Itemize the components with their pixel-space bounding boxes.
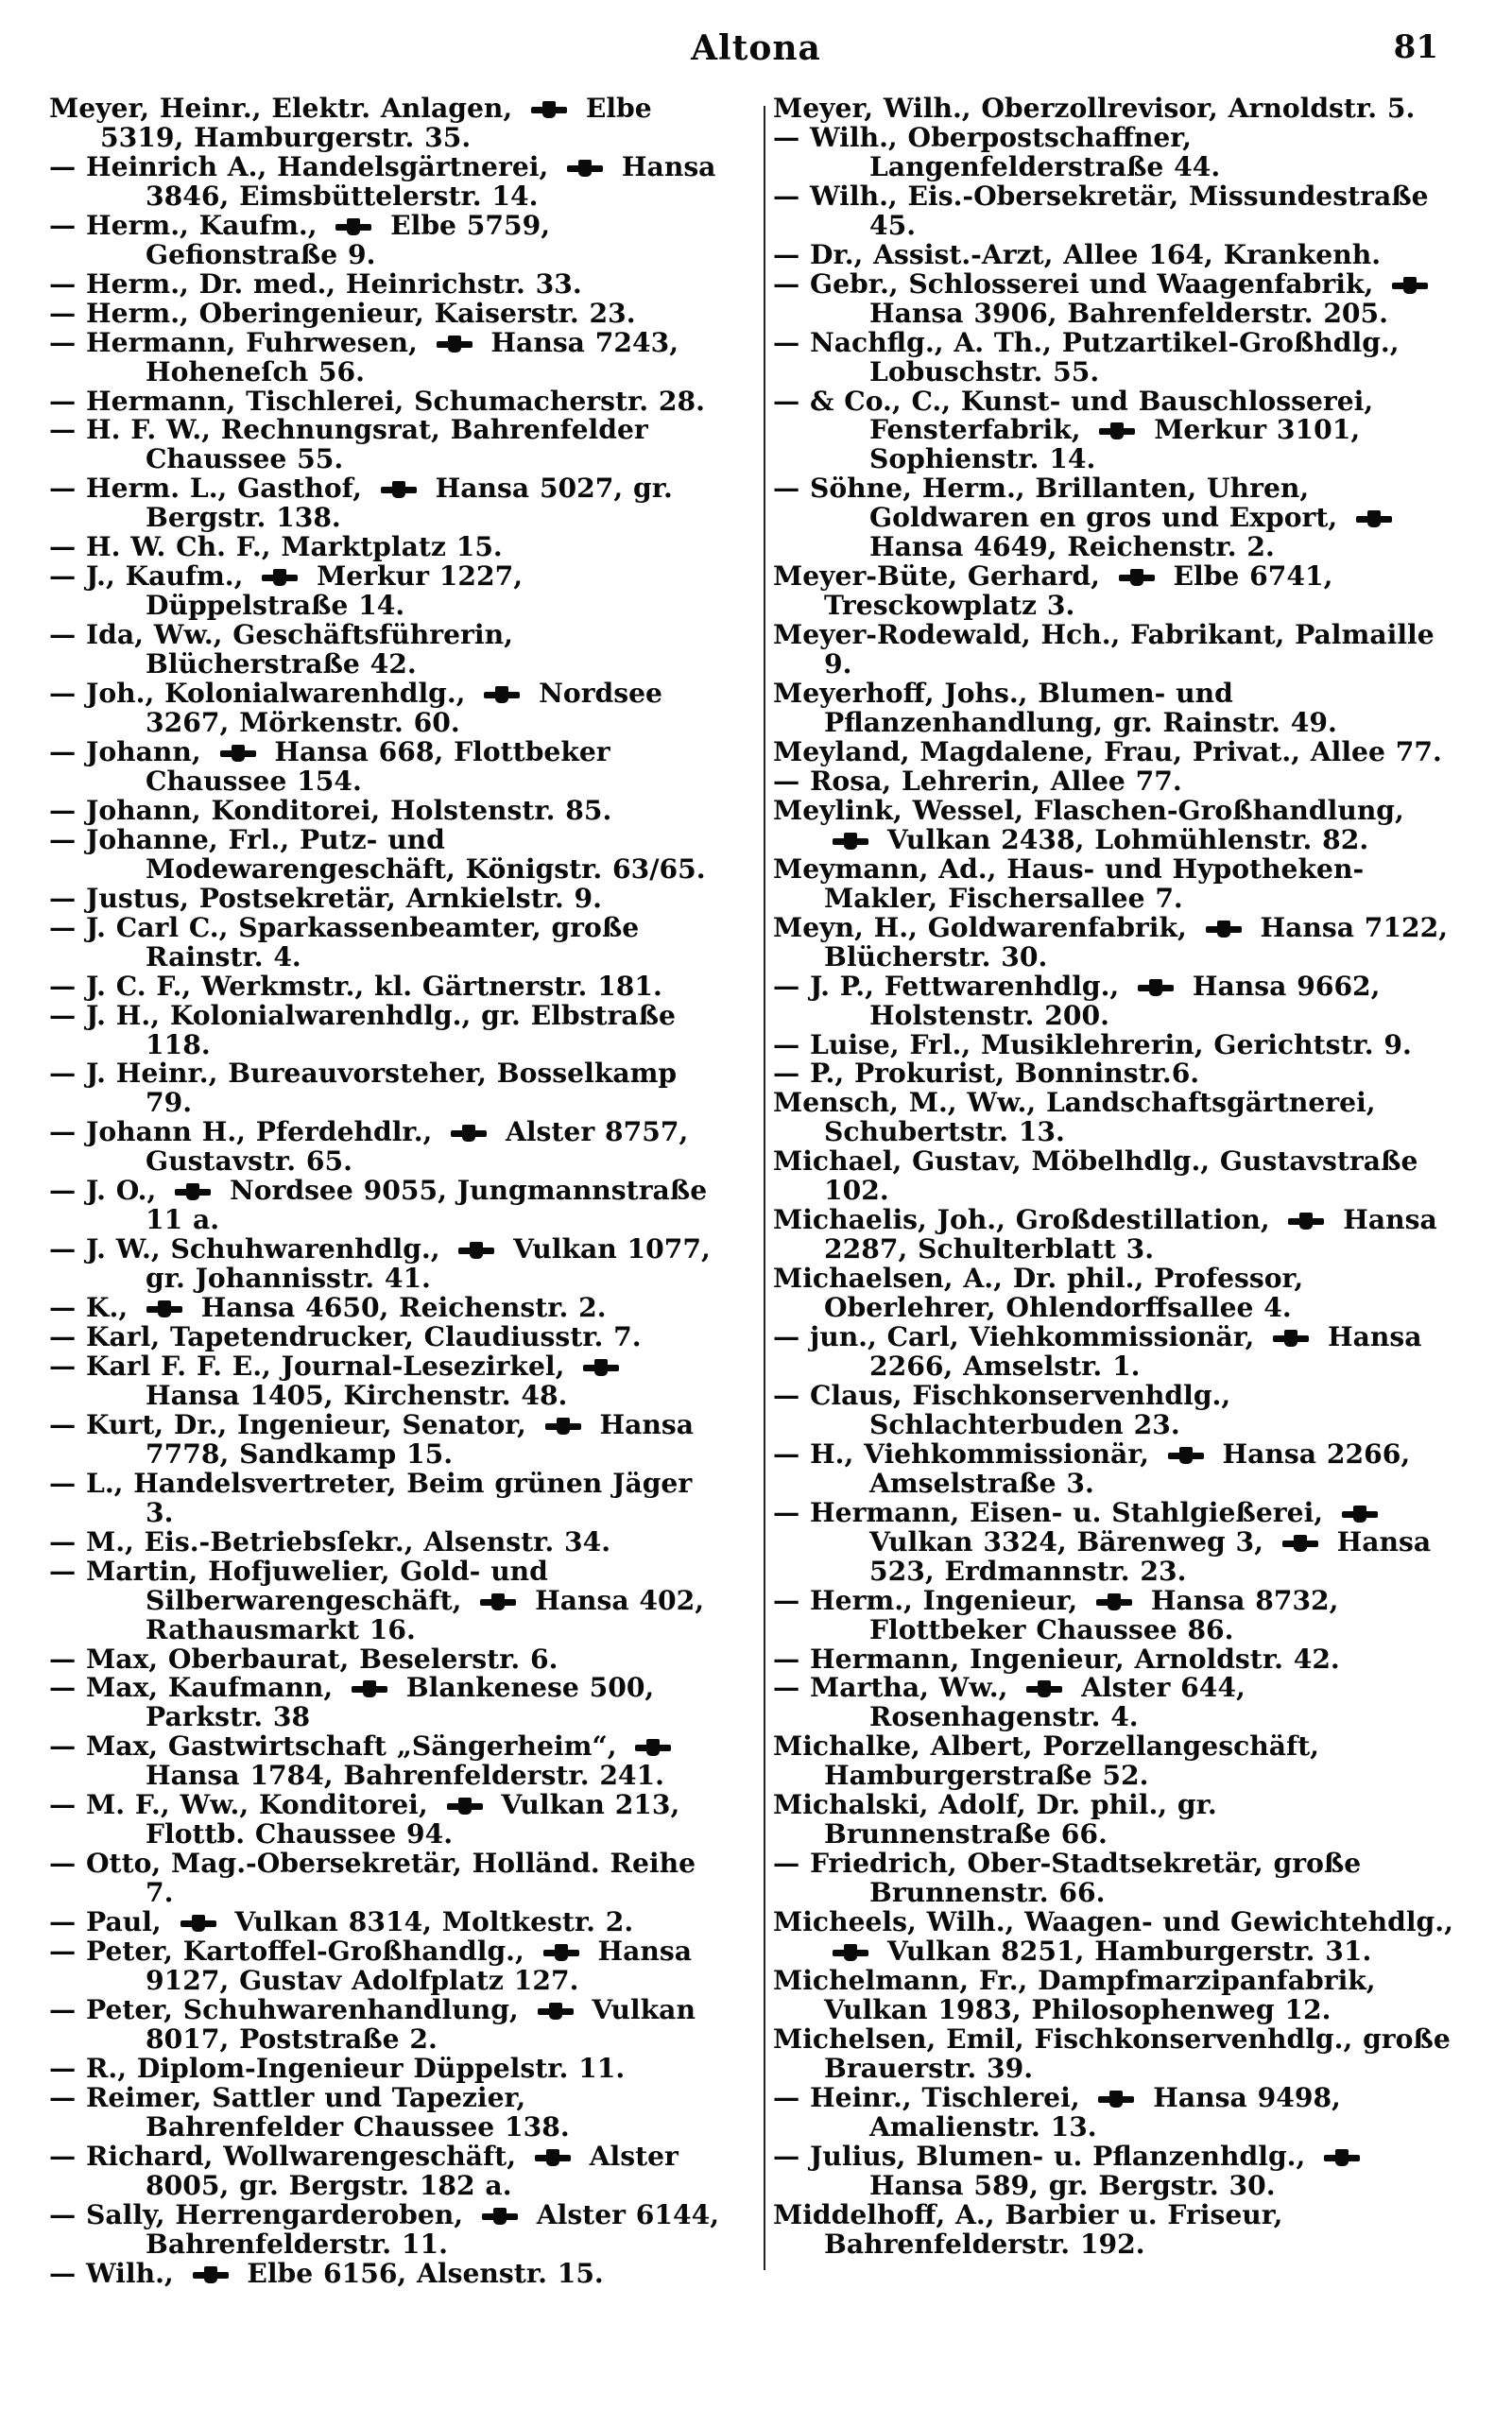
directory-entry bbox=[49, 1850, 730, 1908]
telephone-icon bbox=[829, 833, 872, 850]
telephone-icon bbox=[829, 1944, 872, 1961]
entry-text: — Wilh., Eis.-Obersekretär, Missundestraße 45. bbox=[773, 180, 1429, 241]
entry-phone-text: Vulkan 2438, Lohmühlenstr. 82. bbox=[877, 823, 1369, 855]
directory-entry bbox=[49, 95, 730, 153]
directory-entry bbox=[49, 1908, 730, 1937]
entry-phone-text: Merkur 1227, Düppelstraße 14. bbox=[146, 560, 524, 622]
directory-entry bbox=[49, 150, 730, 212]
entry-phone-text: Hansa 1405, Kirchenstr. 48. bbox=[146, 1379, 568, 1411]
telephone-icon bbox=[1134, 979, 1177, 996]
directory-entry bbox=[49, 823, 730, 885]
entry-phone-text: Blankenese 500, Parkstr. 38 bbox=[146, 1672, 655, 1733]
directory-entry bbox=[773, 1265, 1453, 1323]
telephone-icon bbox=[377, 481, 421, 498]
directory-entry bbox=[49, 1294, 730, 1323]
right-column bbox=[773, 95, 1453, 2401]
directory-entry bbox=[773, 1674, 1453, 1732]
directory-entry bbox=[49, 474, 730, 533]
entry-text: — Sally, Herrengarderoben, bbox=[49, 2198, 473, 2230]
entry-phone-text: Hansa 5027, gr. Bergstr. 138. bbox=[146, 473, 673, 534]
entry-phone-text: Vulkan 8314, Moltkestr. 2. bbox=[224, 1906, 634, 1938]
directory-entry bbox=[49, 2052, 730, 2084]
directory-entry bbox=[49, 2257, 730, 2289]
directory-entry bbox=[773, 1089, 1453, 1147]
entry-text: — Reimer, Sattler und Tapezier, Bahrenfelder Chaussee 138. bbox=[49, 2081, 570, 2143]
page-number: 81 bbox=[1393, 28, 1438, 66]
entry-phone-text: Hansa 3906, Bahrenfelderstr. 205. bbox=[869, 297, 1388, 329]
entry-phone-text: Hansa 2266, Amselstr. 1. bbox=[869, 1321, 1422, 1382]
directory-entry bbox=[773, 970, 1453, 1031]
entry-text: — Wilh., bbox=[49, 2257, 184, 2289]
entry-text: — Julius, Blumen- u. Pflanzenhdlg., bbox=[773, 2140, 1316, 2172]
directory-entry bbox=[773, 387, 1453, 475]
directory-entry bbox=[49, 1177, 730, 1235]
directory-entry bbox=[773, 1967, 1453, 2025]
telephone-icon bbox=[478, 2208, 522, 2225]
entry-phone-text: Hansa 2266, Amselstraße 3. bbox=[869, 1437, 1411, 1499]
left-column bbox=[49, 95, 730, 2401]
entry-text: Meymann, Ad., Haus- und Hypotheken-Makler, Fischersallee 7. bbox=[773, 852, 1365, 914]
directory-entry bbox=[773, 2198, 1453, 2260]
telephone-icon bbox=[540, 1944, 583, 1961]
entry-phone-text: Hansa 3846, Eimsbüttelerstr. 14. bbox=[146, 150, 716, 212]
entry-text: — Peter, Schuhwarenhandlung, bbox=[49, 1993, 529, 2025]
directory-entry bbox=[49, 621, 730, 680]
directory-entry bbox=[49, 209, 730, 270]
entry-text: — & Co., C., Kunst- und Bauschlosserei, Fensterfabrik, bbox=[773, 385, 1374, 446]
entry-text: — R., Diplom-Ingenieur Düppelstr. 11. bbox=[49, 2052, 626, 2084]
entry-phone-text: Hansa 1784, Bahrenfelderstr. 241. bbox=[146, 1760, 664, 1792]
entry-text: — J. W., Schuhwarenhdlg., bbox=[49, 1233, 451, 1265]
entry-text: — Karl F. F. E., Journal-Lesezirkel, bbox=[49, 1350, 576, 1382]
telephone-icon bbox=[1352, 510, 1396, 527]
entry-text: — Hermann, Ingenieur, Arnoldstr. 42. bbox=[773, 1643, 1340, 1675]
entry-phone-text: Merkur 3101, Sophienstr. 14. bbox=[869, 414, 1361, 475]
directory-entry bbox=[773, 852, 1453, 914]
directory-entry bbox=[49, 2140, 730, 2201]
entry-text: — Johann H., Pferdehdlr., bbox=[49, 1116, 443, 1148]
entry-phone-text: Hansa 7243, Hoheneſch 56. bbox=[146, 326, 679, 387]
entry-phone-text: Elbe 5319, Hamburgerstr. 35. bbox=[100, 95, 652, 153]
telephone-icon bbox=[443, 1798, 487, 1815]
directory-entry bbox=[773, 1323, 1453, 1382]
entry-text: — Heinr., Tischlerei, bbox=[773, 2081, 1091, 2113]
page-header bbox=[0, 21, 1512, 77]
directory-entry bbox=[49, 1791, 730, 1850]
directory-entry bbox=[773, 326, 1453, 387]
entry-text: — Herm., Oberingenieur, Kaiserstr. 23. bbox=[49, 297, 636, 329]
telephone-icon bbox=[348, 1680, 391, 1697]
directory-entry bbox=[773, 1059, 1453, 1089]
directory-entry bbox=[773, 182, 1453, 241]
entry-text: Meyland, Magdalene, Frau, Privat., Allee 77. bbox=[773, 735, 1442, 767]
entry-text: — jun., Carl, Viehkommissionär, bbox=[773, 1321, 1265, 1353]
entry-phone-text: Hansa 4650, Reichenstr. 2. bbox=[190, 1292, 607, 1324]
entry-phone-text: Alster 644, Rosenhagenstr. 4. bbox=[869, 1672, 1246, 1733]
directory-entry bbox=[773, 1645, 1453, 1675]
directory-entry bbox=[49, 416, 730, 474]
directory-entry bbox=[773, 1206, 1453, 1265]
entry-text: Michael, Gustav, Möbelhdlg., Gustavstraße 102. bbox=[773, 1145, 1418, 1207]
entry-phone-text: Vulkan 213, Flottb. Chaussee 94. bbox=[146, 1789, 680, 1850]
entry-text: — J. Heinr., Bureauvorsteher, Bosselkamp 79. bbox=[49, 1058, 678, 1119]
entry-text: Meyer-Büte, Gerhard, bbox=[773, 560, 1110, 593]
entry-text: Meyn, H., Goldwarenfabrik, bbox=[773, 911, 1197, 943]
telephone-icon bbox=[480, 686, 524, 703]
directory-entry bbox=[773, 1437, 1453, 1499]
directory-entry bbox=[773, 1147, 1453, 1206]
directory-entry bbox=[49, 1118, 730, 1177]
entry-phone-text: Hansa 589, gr. Bergstr. 30. bbox=[869, 2169, 1276, 2201]
entry-phone-text: Elbe 6741, Tresckowplatz 3. bbox=[824, 560, 1333, 622]
telephone-icon bbox=[1202, 921, 1246, 938]
telephone-icon bbox=[433, 336, 476, 353]
entry-text: — Max, Oberbaurat, Beselerstr. 6. bbox=[49, 1643, 558, 1675]
telephone-icon bbox=[476, 1593, 520, 1610]
directory-entry bbox=[49, 735, 730, 797]
directory-entry bbox=[773, 238, 1453, 270]
entry-text: Michaelis, Joh., Großdestillation, bbox=[773, 1204, 1280, 1236]
directory-entry bbox=[773, 1379, 1453, 1440]
telephone-icon bbox=[531, 2149, 575, 2166]
entry-text: — M., Eis.-Betriebsſekr., Alsenstr. 34. bbox=[49, 1525, 611, 1558]
entry-text: — Max, Gastwirtschaft „Sängerheim“, bbox=[49, 1730, 627, 1763]
entry-text: Meyer-Rodewald, Hch., Fabrikant, Palmaille 9. bbox=[773, 619, 1435, 680]
entry-text: — K., bbox=[49, 1292, 138, 1324]
entry-text: — Hermann, Fuhrwesen, bbox=[49, 326, 428, 358]
entry-text: — H., Viehkommissionär, bbox=[773, 1437, 1160, 1470]
entry-text: — Luise, Frl., Musiklehrerin, Gerichtstr. 9. bbox=[773, 1028, 1412, 1060]
entry-text: — J., Kaufm., bbox=[49, 560, 254, 593]
telephone-icon bbox=[189, 2266, 232, 2283]
directory-entry bbox=[49, 2198, 730, 2260]
telephone-icon bbox=[527, 101, 571, 118]
entry-text: — Gebr., Schlosserei und Waagenfabrik, bbox=[773, 267, 1384, 300]
directory-entry bbox=[773, 121, 1453, 182]
entry-text: Michelmann, Fr., Dampfmarzipanfabrik, Vulkan 1983, Philosophenweg 12. bbox=[773, 1965, 1376, 2025]
telephone-icon bbox=[1094, 2091, 1138, 2108]
entry-text: — Karl, Tapetendrucker, Claudiusstr. 7. bbox=[49, 1321, 642, 1353]
directory-entry bbox=[49, 1993, 730, 2055]
directory-entry bbox=[773, 2081, 1453, 2143]
telephone-icon bbox=[1095, 422, 1139, 439]
directory-entry bbox=[49, 680, 730, 738]
entry-text: — Otto, Mag.-Obersekretär, Holländ. Reihe 7. bbox=[49, 1848, 696, 1909]
entry-phone-text: Alster 8757, Gustavstr. 65. bbox=[146, 1116, 689, 1178]
entry-text: Michalke, Albert, Porzellangeschäft, Hamburgerstraße 52. bbox=[773, 1730, 1319, 1792]
entry-phone-text: Vulkan 8017, Poststraße 2. bbox=[146, 1993, 696, 2055]
entry-phone-text: Hansa 668, Flottbeker Chaussee 154. bbox=[146, 735, 610, 797]
entry-text: — L., Handelsvertreter, Beim grünen Jäger 3. bbox=[49, 1467, 693, 1528]
entry-text: — Wilh., Oberpostschaffner, Langenfelderstraße 44. bbox=[773, 121, 1221, 182]
directory-entry bbox=[49, 970, 730, 1002]
entry-text: — M. F., Ww., Konditorei, bbox=[49, 1789, 438, 1821]
telephone-icon bbox=[1388, 277, 1432, 294]
entry-phone-text: Hansa 9662, Holstenstr. 200. bbox=[869, 970, 1381, 1031]
entry-text: — Herm., Kaufm., bbox=[49, 209, 328, 241]
directory-entry bbox=[49, 562, 730, 621]
directory-entry bbox=[49, 882, 730, 914]
telephone-icon bbox=[579, 1359, 623, 1376]
entry-text: Meyer, Heinr., Elektr. Anlagen, bbox=[49, 95, 524, 124]
directory-entry bbox=[773, 621, 1453, 680]
entry-text: — Herm., Ingenieur, bbox=[773, 1584, 1089, 1616]
entry-text: Michalski, Adolf, Dr. phil., gr. Brunnenstraße 66. bbox=[773, 1789, 1217, 1850]
directory-entry bbox=[49, 1323, 730, 1352]
entry-text: — Hermann, Eisen- u. Stahlgießerei, bbox=[773, 1496, 1333, 1528]
directory-entry bbox=[773, 267, 1453, 329]
directory-entry bbox=[49, 794, 730, 826]
entry-phone-text: Hansa 523, Erdmannstr. 23. bbox=[869, 1525, 1432, 1587]
directory-entry bbox=[49, 2081, 730, 2143]
entry-text: — Joh., Kolonialwarenhdlg., bbox=[49, 678, 476, 710]
entry-phone-text: Hansa 9127, Gustav Adolfplatz 127. bbox=[146, 1936, 692, 1996]
directory-entry bbox=[773, 735, 1453, 767]
directory-entry bbox=[49, 1525, 730, 1558]
entry-text: — Johann, Konditorei, Holstenstr. 85. bbox=[49, 794, 612, 826]
telephone-icon bbox=[563, 160, 607, 177]
directory-entry bbox=[773, 2022, 1453, 2084]
entry-phone-text: Elbe 5759, Gefionstraße 9. bbox=[146, 209, 551, 270]
entry-text: — Herm., Dr. med., Heinrichstr. 33. bbox=[49, 267, 582, 300]
entry-phone-text: Nordsee 3267, Mörkenstr. 60. bbox=[146, 678, 662, 739]
directory-entry bbox=[773, 1732, 1453, 1791]
directory-entry bbox=[773, 1028, 1453, 1060]
entry-text: — Justus, Postsekretär, Arnkielstr. 9. bbox=[49, 882, 602, 914]
telephone-icon bbox=[1284, 1213, 1328, 1230]
column-divider bbox=[764, 106, 765, 2270]
entry-text: — Hermann, Tischlerei, Schumacherstr. 28. bbox=[49, 385, 705, 417]
entry-phone-text: Hansa 8732, Flottbeker Chaussee 86. bbox=[869, 1584, 1339, 1645]
directory-entry bbox=[49, 1352, 730, 1411]
entry-text: — Friedrich, Ober-Stadtsekretär, große Brunnenstr. 66. bbox=[773, 1848, 1362, 1909]
entry-phone-text: Vulkan 1077, gr. Johannisstr. 41. bbox=[146, 1233, 711, 1295]
entry-text: Meylink, Wessel, Flaschen-Großhandlung, bbox=[773, 794, 1404, 826]
entry-text: — Johanne, Frl., Putz- und Modewarengeschäft, Königstr. 63/65. bbox=[49, 823, 706, 885]
entry-text: — Heinrich A., Handelsgärtnerei, bbox=[49, 150, 559, 182]
entry-phone-text: Nordsee 9055, Jungmannstraße 11 a. bbox=[146, 1175, 708, 1236]
entry-text: — Söhne, Herm., Brillanten, Uhren, Goldwaren en gros und Export, bbox=[773, 473, 1349, 534]
entry-phone-text: Alster 8005, gr. Bergstr. 182 a. bbox=[146, 2140, 679, 2201]
entry-text: — Max, Kaufmann, bbox=[49, 1672, 343, 1704]
entry-text: — Johann, bbox=[49, 735, 212, 767]
entry-text: — Ida, Ww., Geschäftsführerin, Blücherstraße 42. bbox=[49, 619, 513, 680]
telephone-icon bbox=[1320, 2149, 1364, 2166]
entry-text: — Richard, Wollwarengeschäft, bbox=[49, 2140, 526, 2172]
directory-entry bbox=[773, 1908, 1453, 1967]
directory-entry bbox=[49, 999, 730, 1060]
entry-text: Meyer, Wilh., Oberzollrevisor, Arnoldstr. 5. bbox=[773, 95, 1416, 124]
entry-text: Micheels, Wilh., Waagen- und Gewichtehdlg., bbox=[773, 1906, 1453, 1938]
directory-entry bbox=[773, 767, 1453, 797]
telephone-icon bbox=[455, 1242, 498, 1259]
entry-text: Michelsen, Emil, Fischkonservenhdlg., große Brauerstr. 39. bbox=[773, 2022, 1451, 2084]
entry-phone-text: Hansa 402, Rathausmarkt 16. bbox=[146, 1584, 705, 1645]
directory-entry bbox=[49, 1645, 730, 1675]
telephone-icon bbox=[171, 1183, 215, 1200]
directory-entry bbox=[49, 326, 730, 387]
entry-text: — Martin, Hofjuwelier, Gold- und Silberwarengeschäft, bbox=[49, 1555, 548, 1616]
directory-entry bbox=[773, 474, 1453, 562]
directory-entry bbox=[49, 911, 730, 973]
telephone-icon bbox=[534, 2003, 577, 2020]
entry-text: — J. O., bbox=[49, 1175, 167, 1207]
entry-text: — J. P., Fettwarenhdlg., bbox=[773, 970, 1130, 1002]
entry-text: Meyerhoff, Johs., Blumen- und Pflanzenhandlung, gr. Rainstr. 49. bbox=[773, 678, 1337, 739]
telephone-icon bbox=[1164, 1447, 1208, 1464]
directory-entry bbox=[773, 1584, 1453, 1645]
directory-entry bbox=[773, 680, 1453, 738]
entry-text: — J. Carl C., Sparkassenbeamter, große Rainstr. 4. bbox=[49, 911, 640, 973]
directory-entry bbox=[773, 95, 1453, 124]
directory-entry bbox=[49, 1235, 730, 1294]
directory-entry bbox=[773, 562, 1453, 621]
directory-entry bbox=[49, 1937, 730, 1996]
directory-entry bbox=[773, 1791, 1453, 1850]
directory-entry bbox=[773, 794, 1453, 855]
entry-text: — Kurt, Dr., Ingenieur, Senator, bbox=[49, 1408, 537, 1440]
directory-entry bbox=[49, 1674, 730, 1732]
telephone-icon bbox=[447, 1125, 490, 1142]
telephone-icon bbox=[216, 745, 260, 762]
entry-text: — H. F. W., Rechnungsrat, Bahrenfelder Chaussee 55. bbox=[49, 414, 648, 475]
entry-text: — J. H., Kolonialwarenhdlg., gr. Elbstraße 118. bbox=[49, 999, 676, 1060]
directory-entry bbox=[773, 911, 1453, 973]
telephone-icon bbox=[541, 1418, 585, 1435]
entry-phone-text: Vulkan 8251, Hamburgerstr. 31. bbox=[877, 1936, 1372, 1968]
directory-entry bbox=[49, 267, 730, 300]
telephone-icon bbox=[1022, 1680, 1066, 1697]
directory-entry bbox=[49, 387, 730, 417]
entry-text: Michaelsen, A., Dr. phil., Professor, Oberlehrer, Ohlendorffsallee 4. bbox=[773, 1263, 1304, 1324]
directory-entry bbox=[49, 1555, 730, 1645]
entry-phone-text: Hansa 2287, Schulterblatt 3. bbox=[824, 1204, 1437, 1265]
entry-text: — Rosa, Lehrerin, Allee 77. bbox=[773, 765, 1182, 797]
telephone-icon bbox=[1269, 1330, 1313, 1347]
entry-text: — Martha, Ww., bbox=[773, 1672, 1019, 1704]
entry-phone-text: Hansa 7122, Blücherstr. 30. bbox=[824, 911, 1449, 973]
entry-text: Middelhoff, A., Barbier u. Friseur, Bahrenfelderstr. 192. bbox=[773, 2198, 1283, 2260]
entry-text: — Paul, bbox=[49, 1906, 172, 1938]
directory-entry bbox=[49, 1467, 730, 1528]
entry-text: — H. W. Ch. F., Marktplatz 15. bbox=[49, 531, 503, 563]
telephone-icon bbox=[1338, 1506, 1382, 1523]
telephone-icon bbox=[631, 1739, 675, 1756]
telephone-icon bbox=[1092, 1593, 1136, 1610]
telephone-icon bbox=[177, 1915, 220, 1932]
entry-text: — P., Prokurist, Bonninstr.6. bbox=[773, 1058, 1200, 1090]
directory-entry bbox=[49, 1408, 730, 1470]
directory-entry bbox=[773, 2140, 1453, 2201]
directory-entry bbox=[773, 1850, 1453, 1908]
directory-entry bbox=[773, 1496, 1453, 1587]
telephone-icon bbox=[1279, 1535, 1322, 1552]
directory-entry bbox=[49, 1732, 730, 1791]
telephone-icon bbox=[332, 218, 375, 235]
entry-text: — Peter, Kartoffel-Großhandlg., bbox=[49, 1936, 535, 1968]
entry-phone-text: Hansa 9498, Amalienstr. 13. bbox=[869, 2081, 1341, 2143]
entry-phone-text: Vulkan 3324, Bärenweg 3, bbox=[869, 1525, 1274, 1558]
page-title: Altona bbox=[691, 28, 821, 68]
telephone-icon bbox=[143, 1300, 186, 1317]
telephone-icon bbox=[258, 569, 301, 586]
directory-entry bbox=[49, 533, 730, 562]
entry-text: — Nachflg., A. Th., Putzartikel-Großhdlg., Lobuschstr. 55. bbox=[773, 326, 1400, 387]
entry-phone-text: Hansa 4649, Reichenstr. 2. bbox=[869, 531, 1275, 563]
directory-entry bbox=[49, 297, 730, 329]
entry-phone-text: Hansa 7778, Sandkamp 15. bbox=[146, 1408, 695, 1470]
entry-phone-text: Elbe 6156, Alsenstr. 15. bbox=[236, 2257, 604, 2289]
entry-text: — Dr., Assist.-Arzt, Allee 164, Krankenh. bbox=[773, 238, 1382, 270]
telephone-icon bbox=[1115, 569, 1159, 586]
entry-text: — Herm. L., Gasthof, bbox=[49, 473, 372, 505]
entry-text: — Claus, Fischkonservenhdlg., Schlachterbuden 23. bbox=[773, 1379, 1231, 1440]
directory-entry bbox=[49, 1059, 730, 1118]
entry-text: Mensch, M., Ww., Landschaftsgärtnerei, Schubertstr. 13. bbox=[773, 1087, 1376, 1148]
entry-phone-text: Alster 6144, Bahrenfelderstr. 11. bbox=[146, 2198, 720, 2260]
entry-text: — J. C. F., Werkmstr., kl. Gärtnerstr. 181. bbox=[49, 970, 662, 1002]
